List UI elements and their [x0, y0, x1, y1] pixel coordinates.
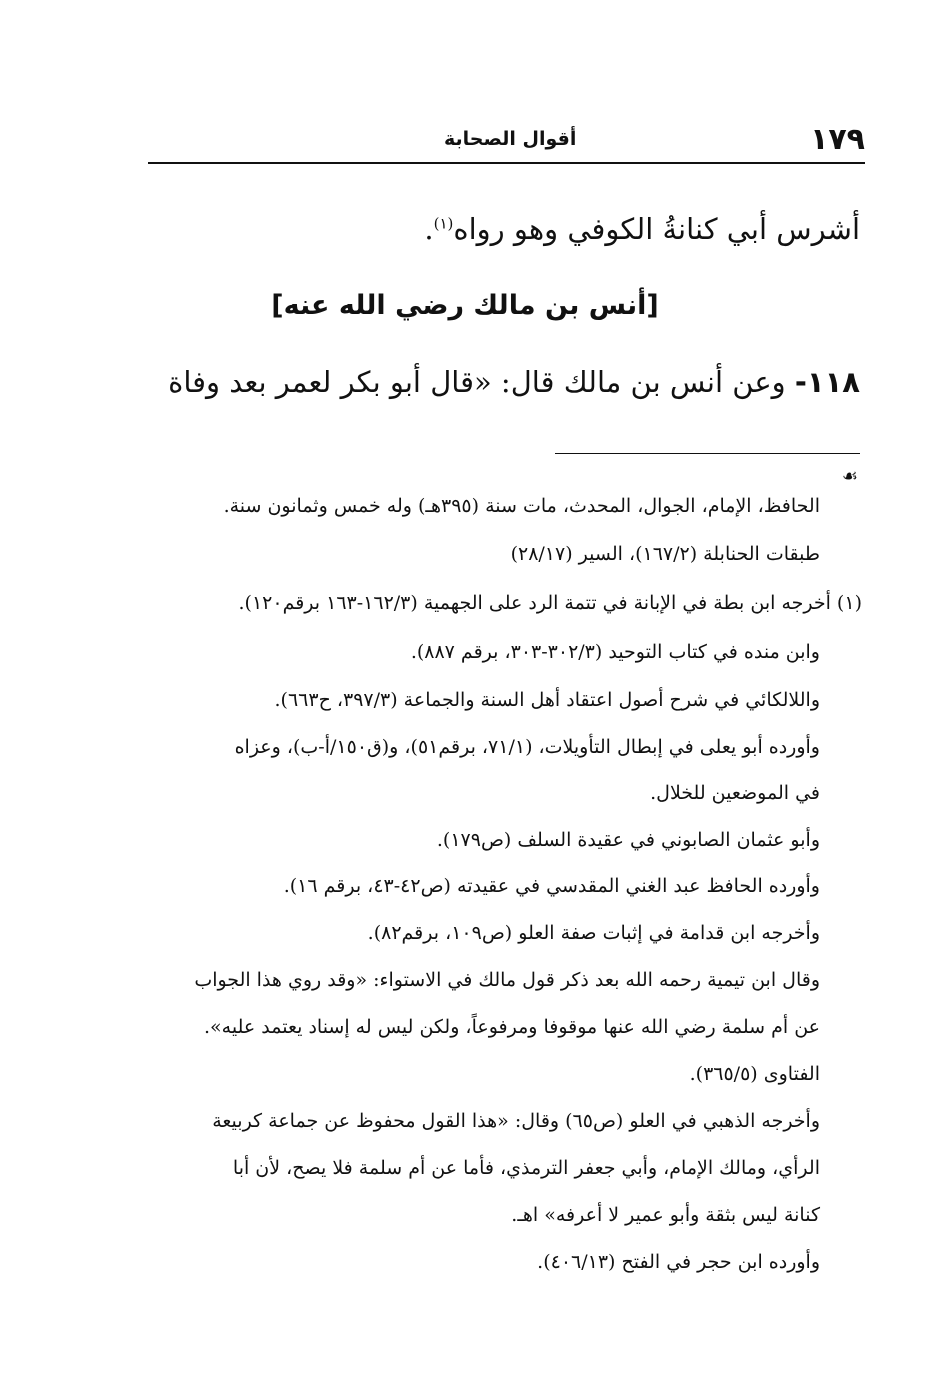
body-line-2-text: وعن أنس بن مالك قال: «قال أبو بكر لعمر بعد وفاة	[168, 365, 786, 399]
footnote-line: وأورده الحافظ عبد الغني المقدسي في عقيدته (ص٤٢-٤٣، برقم ١٦).	[283, 875, 820, 897]
footnote-line: وأبو عثمان الصابوني في عقيدة السلف (ص١٧٩).	[436, 829, 820, 851]
footnote-line: واللالكائي في شرح أصول اعتقاد أهل السنة والجماعة (٣٩٧/٣، ح٦٦٣).	[274, 689, 820, 711]
footnote-line: الفتاوى (٣٦٥/٥).	[689, 1063, 820, 1085]
page-number: ١٧٩	[810, 122, 865, 157]
footnote-line: وأخرجه الذهبي في العلو (ص٦٥) وقال: «هذا القول محفوظ عن جماعة كربيعة	[212, 1110, 820, 1132]
body-line-1-end: .	[424, 212, 434, 246]
body-line-1-text: أشرس أبي كنانةُ الكوفي وهو رواه	[453, 212, 860, 246]
footnote-line: وأخرجه ابن قدامة في إثبات صفة العلو (ص١٠٩، برقم٨٢).	[367, 922, 820, 944]
header-rule	[148, 162, 865, 164]
body-line-2	[168, 365, 860, 399]
footnote-line: وقال ابن تيمية رحمه الله بعد ذكر قول مالك في الاستواء: «وقد روي هذا الجواب	[194, 969, 820, 991]
footnote-line: في الموضعين للخلال.	[650, 782, 820, 804]
footnote-line: وأورده ابن حجر في الفتح (٤٠٦/١٣).	[537, 1251, 820, 1273]
footnote-separator	[555, 453, 860, 454]
footnote-line: عن أم سلمة رضي الله عنها موقوفا ومرفوعاً، ولكن ليس له إسناد يعتمد عليه».	[204, 1016, 820, 1038]
footnote-line: كنانة ليس بثقة وأبو عمير لا أعرفه» اهـ.	[511, 1204, 820, 1226]
footnote-mark-icon: ☙	[841, 466, 858, 487]
footnote-line: (١) أخرجه ابن بطة في الإبانة في تتمة الرد على الجهمية (١٦٢/٣-١٦٣ برقم١٢٠).	[238, 592, 862, 614]
footnote-line: وأورده أبو يعلى في إبطال التأويلات، (٧١/١، برقم٥١)، و(ق١٥٠/أ-ب)، وعزاه	[234, 736, 820, 758]
section-heading: [أنس بن مالك رضي الله عنه]	[271, 290, 659, 321]
running-title: أقوال الصحابة	[444, 128, 577, 150]
page-header	[148, 118, 865, 166]
item-number: ١١٨-	[794, 365, 860, 399]
footnote-reference: (١)	[433, 214, 454, 233]
footnote-line: طبقات الحنابلة (١٦٧/٢)، السير (٢٨/١٧)	[510, 543, 820, 565]
footnote-line: الحافظ، الإمام، الجوال، المحدث، مات سنة (٣٩٥هـ) وله خمس وثمانون سنة.	[223, 495, 820, 517]
footnote-line: وابن منده في كتاب التوحيد (٣٠٢/٣-٣٠٣، برقم ٨٨٧).	[410, 641, 820, 663]
footnote-line: الرأي، ومالك الإمام، وأبي جعفر الترمذي، فأما عن أم سلمة فلا يصح، لأن أبا	[232, 1157, 820, 1179]
body-line-1	[424, 212, 860, 246]
